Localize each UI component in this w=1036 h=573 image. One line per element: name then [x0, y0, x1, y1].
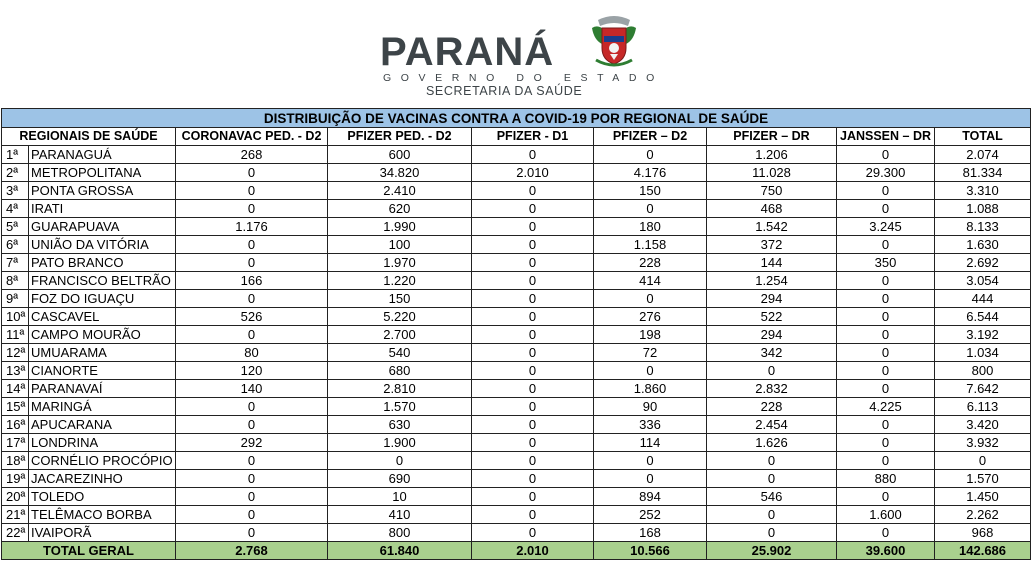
regional-ordinal: 21ª — [2, 506, 29, 524]
table-cell: 4.176 — [594, 164, 707, 182]
table-cell: 0 — [837, 200, 935, 218]
column-header-coronavac-ped-d2: CORONAVAC PED. - D2 — [176, 128, 328, 146]
table-cell: 168 — [594, 524, 707, 542]
table-cell: 1.626 — [707, 434, 837, 452]
coat-of-arms-icon — [590, 14, 638, 70]
regional-name: FOZ DO IGUAÇU — [29, 290, 176, 308]
table-cell: 1.220 — [328, 272, 472, 290]
column-header-pfizer-ped-d2: PFIZER PED. - D2 — [328, 128, 472, 146]
table-cell: 0 — [176, 182, 328, 200]
table-cell: 0 — [472, 254, 594, 272]
table-cell: 228 — [707, 398, 837, 416]
table-cell: 3.192 — [935, 326, 1031, 344]
table-cell: 2.832 — [707, 380, 837, 398]
table-cell: 0 — [472, 218, 594, 236]
table-cell: 0 — [472, 506, 594, 524]
regional-name: UNIÃO DA VITÓRIA — [29, 236, 176, 254]
table-row — [2, 470, 1031, 488]
table-cell: 0 — [837, 488, 935, 506]
total-cell: 61.840 — [328, 542, 472, 560]
table-cell: 0 — [837, 344, 935, 362]
table-cell: 0 — [472, 434, 594, 452]
table-cell: 0 — [594, 452, 707, 470]
table-title-row — [2, 109, 1031, 128]
regional-name: MARINGÁ — [29, 398, 176, 416]
regional-ordinal: 13ª — [2, 362, 29, 380]
regional-ordinal: 20ª — [2, 488, 29, 506]
table-row — [2, 506, 1031, 524]
regional-ordinal: 22ª — [2, 524, 29, 542]
table-cell: 1.206 — [707, 146, 837, 164]
regional-ordinal: 18ª — [2, 452, 29, 470]
table-cell: 1.542 — [707, 218, 837, 236]
table-cell: 0 — [472, 416, 594, 434]
table-cell: 414 — [594, 272, 707, 290]
table-cell: 3.932 — [935, 434, 1031, 452]
table-cell: 0 — [707, 452, 837, 470]
table-header-row — [2, 128, 1031, 146]
table-cell: 350 — [837, 254, 935, 272]
table-row — [2, 272, 1031, 290]
regional-ordinal: 7ª — [2, 254, 29, 272]
table-cell: 0 — [837, 452, 935, 470]
table-cell: 0 — [837, 326, 935, 344]
table-cell: 11.028 — [707, 164, 837, 182]
table-row — [2, 344, 1031, 362]
table-row — [2, 200, 1031, 218]
regional-name: CIANORTE — [29, 362, 176, 380]
table-row — [2, 254, 1031, 272]
regional-ordinal: 8ª — [2, 272, 29, 290]
table-cell: 0 — [837, 380, 935, 398]
table-cell: 0 — [176, 452, 328, 470]
table-cell: 0 — [472, 470, 594, 488]
table-cell: 2.454 — [707, 416, 837, 434]
total-label: TOTAL GERAL — [2, 542, 176, 560]
column-header-janssen-dr: JANSSEN – DR — [837, 128, 935, 146]
table-row — [2, 236, 1031, 254]
table-cell: 750 — [707, 182, 837, 200]
table-cell: 690 — [328, 470, 472, 488]
table-cell: 150 — [328, 290, 472, 308]
table-cell: 1.176 — [176, 218, 328, 236]
table-cell: 620 — [328, 200, 472, 218]
table-cell: 0 — [837, 524, 935, 542]
table-cell: 80 — [176, 344, 328, 362]
table-cell: 0 — [707, 362, 837, 380]
table-cell: 2.010 — [472, 164, 594, 182]
table-cell: 1.900 — [328, 434, 472, 452]
table-cell: 72 — [594, 344, 707, 362]
table-row — [2, 164, 1031, 182]
table-cell: 0 — [176, 164, 328, 182]
table-cell: 0 — [472, 398, 594, 416]
regional-ordinal: 4ª — [2, 200, 29, 218]
table-cell: 81.334 — [935, 164, 1031, 182]
table-cell: 0 — [594, 470, 707, 488]
table-cell: 198 — [594, 326, 707, 344]
table-cell: 800 — [935, 362, 1031, 380]
total-cell: 10.566 — [594, 542, 707, 560]
page-header — [0, 0, 1036, 108]
table-cell: 0 — [594, 362, 707, 380]
table-cell: 294 — [707, 326, 837, 344]
table-row — [2, 308, 1031, 326]
table-cell: 3.420 — [935, 416, 1031, 434]
table-cell: 0 — [472, 308, 594, 326]
table-cell: 8.133 — [935, 218, 1031, 236]
table-cell: 2.692 — [935, 254, 1031, 272]
table-cell: 7.642 — [935, 380, 1031, 398]
regional-name: TOLEDO — [29, 488, 176, 506]
table-cell: 2.262 — [935, 506, 1031, 524]
table-cell: 540 — [328, 344, 472, 362]
regional-name: IRATI — [29, 200, 176, 218]
table-cell: 0 — [935, 452, 1031, 470]
table-cell: 0 — [472, 272, 594, 290]
table-cell: 0 — [837, 236, 935, 254]
table-cell: 342 — [707, 344, 837, 362]
table-cell: 228 — [594, 254, 707, 272]
table-row — [2, 434, 1031, 452]
regional-ordinal: 5ª — [2, 218, 29, 236]
table-cell: 1.088 — [935, 200, 1031, 218]
table-cell: 0 — [472, 452, 594, 470]
table-cell: 0 — [176, 236, 328, 254]
table-cell: 252 — [594, 506, 707, 524]
table-cell: 144 — [707, 254, 837, 272]
regional-name: APUCARANA — [29, 416, 176, 434]
total-cell: 2.768 — [176, 542, 328, 560]
table-row — [2, 524, 1031, 542]
regional-ordinal: 19ª — [2, 470, 29, 488]
table-cell: 294 — [707, 290, 837, 308]
table-cell: 968 — [935, 524, 1031, 542]
table-cell: 468 — [707, 200, 837, 218]
table-cell: 0 — [707, 470, 837, 488]
total-cell: 25.902 — [707, 542, 837, 560]
table-cell: 0 — [176, 200, 328, 218]
table-cell: 1.450 — [935, 488, 1031, 506]
regional-ordinal: 9ª — [2, 290, 29, 308]
table-row — [2, 182, 1031, 200]
table-cell: 0 — [176, 470, 328, 488]
table-cell: 0 — [472, 290, 594, 308]
table-cell: 0 — [837, 182, 935, 200]
table-row — [2, 398, 1031, 416]
table-row — [2, 218, 1031, 236]
regional-ordinal: 1ª — [2, 146, 29, 164]
table-cell: 600 — [328, 146, 472, 164]
table-cell: 140 — [176, 380, 328, 398]
table-cell: 526 — [176, 308, 328, 326]
table-cell: 0 — [707, 506, 837, 524]
table-cell: 0 — [837, 146, 935, 164]
table-cell: 0 — [176, 416, 328, 434]
total-cell: 2.010 — [472, 542, 594, 560]
regional-name: METROPOLITANA — [29, 164, 176, 182]
regional-name: CORNÉLIO PROCÓPIO — [29, 452, 176, 470]
table-cell: 372 — [707, 236, 837, 254]
table-row — [2, 146, 1031, 164]
regional-ordinal: 14ª — [2, 380, 29, 398]
table-row — [2, 452, 1031, 470]
table-cell: 166 — [176, 272, 328, 290]
table-cell: 1.860 — [594, 380, 707, 398]
table-cell: 0 — [707, 524, 837, 542]
regional-name: IVAIPORÃ — [29, 524, 176, 542]
table-cell: 1.970 — [328, 254, 472, 272]
table-cell: 336 — [594, 416, 707, 434]
regional-ordinal: 15ª — [2, 398, 29, 416]
table-cell: 6.544 — [935, 308, 1031, 326]
table-row — [2, 488, 1031, 506]
column-header-pfizer-d2: PFIZER – D2 — [594, 128, 707, 146]
table-cell: 150 — [594, 182, 707, 200]
table-title: DISTRIBUIÇÃO DE VACINAS CONTRA A COVID-19 POR REGIONAL DE SAÚDE — [2, 109, 1031, 128]
table-cell: 0 — [472, 200, 594, 218]
table-cell: 3.245 — [837, 218, 935, 236]
vaccine-distribution-table — [1, 108, 1031, 560]
regional-ordinal: 11ª — [2, 326, 29, 344]
table-cell: 880 — [837, 470, 935, 488]
table-cell: 5.220 — [328, 308, 472, 326]
table-cell: 2.700 — [328, 326, 472, 344]
logo-department: SECRETARIA DA SAÚDE — [426, 84, 583, 98]
table-cell: 894 — [594, 488, 707, 506]
table-cell: 546 — [707, 488, 837, 506]
table-cell: 3.310 — [935, 182, 1031, 200]
table-cell: 292 — [176, 434, 328, 452]
table-cell: 0 — [472, 380, 594, 398]
table-cell: 0 — [328, 452, 472, 470]
column-header-total: TOTAL — [935, 128, 1031, 146]
table-cell: 0 — [472, 236, 594, 254]
logo-brand-text: PARANÁ — [380, 30, 555, 74]
table-cell: 1.570 — [935, 470, 1031, 488]
table-cell: 0 — [176, 488, 328, 506]
table-cell: 0 — [594, 200, 707, 218]
table-cell: 180 — [594, 218, 707, 236]
table-cell: 4.225 — [837, 398, 935, 416]
parana-logo — [380, 14, 664, 100]
table-cell: 0 — [176, 326, 328, 344]
table-cell: 0 — [472, 488, 594, 506]
logo-subtitle: GOVERNO DO ESTADO — [383, 72, 664, 84]
regional-ordinal: 17ª — [2, 434, 29, 452]
regional-name: FRANCISCO BELTRÃO — [29, 272, 176, 290]
table-row — [2, 380, 1031, 398]
table-cell: 2.074 — [935, 146, 1031, 164]
regional-name: UMUARAMA — [29, 344, 176, 362]
table-cell: 0 — [176, 506, 328, 524]
table-cell: 1.630 — [935, 236, 1031, 254]
total-row — [2, 542, 1031, 560]
table-cell: 800 — [328, 524, 472, 542]
table-cell: 0 — [472, 146, 594, 164]
regional-name: GUARAPUAVA — [29, 218, 176, 236]
table-cell: 10 — [328, 488, 472, 506]
regional-name: PONTA GROSSA — [29, 182, 176, 200]
regional-name: PARANAGUÁ — [29, 146, 176, 164]
table-cell: 1.600 — [837, 506, 935, 524]
table-cell: 0 — [176, 290, 328, 308]
table-cell: 34.820 — [328, 164, 472, 182]
regional-name: PARANAVAÍ — [29, 380, 176, 398]
table-cell: 0 — [472, 362, 594, 380]
table-cell: 268 — [176, 146, 328, 164]
table-cell: 120 — [176, 362, 328, 380]
table-cell: 630 — [328, 416, 472, 434]
regional-name: CASCAVEL — [29, 308, 176, 326]
total-cell: 39.600 — [837, 542, 935, 560]
column-header-pfizer-d1: PFIZER - D1 — [472, 128, 594, 146]
table-cell: 0 — [837, 362, 935, 380]
table-cell: 0 — [594, 290, 707, 308]
table-cell: 0 — [837, 434, 935, 452]
table-cell: 0 — [837, 290, 935, 308]
table-cell: 0 — [837, 416, 935, 434]
table-cell: 276 — [594, 308, 707, 326]
table-row — [2, 416, 1031, 434]
table-cell: 90 — [594, 398, 707, 416]
regional-name: CAMPO MOURÃO — [29, 326, 176, 344]
table-cell: 29.300 — [837, 164, 935, 182]
table-cell: 0 — [837, 272, 935, 290]
table-cell: 410 — [328, 506, 472, 524]
table-cell: 2.410 — [328, 182, 472, 200]
regional-ordinal: 2ª — [2, 164, 29, 182]
table-row — [2, 362, 1031, 380]
table-cell: 0 — [472, 326, 594, 344]
table-cell: 0 — [176, 524, 328, 542]
table-cell: 114 — [594, 434, 707, 452]
regional-ordinal: 6ª — [2, 236, 29, 254]
regional-ordinal: 16ª — [2, 416, 29, 434]
table-cell: 522 — [707, 308, 837, 326]
regional-ordinal: 3ª — [2, 182, 29, 200]
regional-name: JACAREZINHO — [29, 470, 176, 488]
table-cell: 1.990 — [328, 218, 472, 236]
regional-name: TELÊMACO BORBA — [29, 506, 176, 524]
table-cell: 1.254 — [707, 272, 837, 290]
table-cell: 1.570 — [328, 398, 472, 416]
total-cell: 142.686 — [935, 542, 1031, 560]
table-cell: 0 — [837, 308, 935, 326]
table-cell: 1.034 — [935, 344, 1031, 362]
table-cell: 680 — [328, 362, 472, 380]
table-cell: 0 — [472, 344, 594, 362]
table-cell: 6.113 — [935, 398, 1031, 416]
table-cell: 0 — [472, 182, 594, 200]
regional-name: LONDRINA — [29, 434, 176, 452]
table-cell: 2.810 — [328, 380, 472, 398]
regional-ordinal: 10ª — [2, 308, 29, 326]
table-cell: 0 — [594, 146, 707, 164]
table-row — [2, 326, 1031, 344]
table-cell: 100 — [328, 236, 472, 254]
column-header-pfizer-dr: PFIZER – DR — [707, 128, 837, 146]
table-cell: 0 — [176, 254, 328, 272]
column-header-regional: REGIONAIS DE SAÚDE — [2, 128, 176, 146]
table-cell: 1.158 — [594, 236, 707, 254]
regional-ordinal: 12ª — [2, 344, 29, 362]
table-cell: 444 — [935, 290, 1031, 308]
table-row — [2, 290, 1031, 308]
table-cell: 3.054 — [935, 272, 1031, 290]
table-cell: 0 — [472, 524, 594, 542]
regional-name: PATO BRANCO — [29, 254, 176, 272]
table-cell: 0 — [176, 398, 328, 416]
